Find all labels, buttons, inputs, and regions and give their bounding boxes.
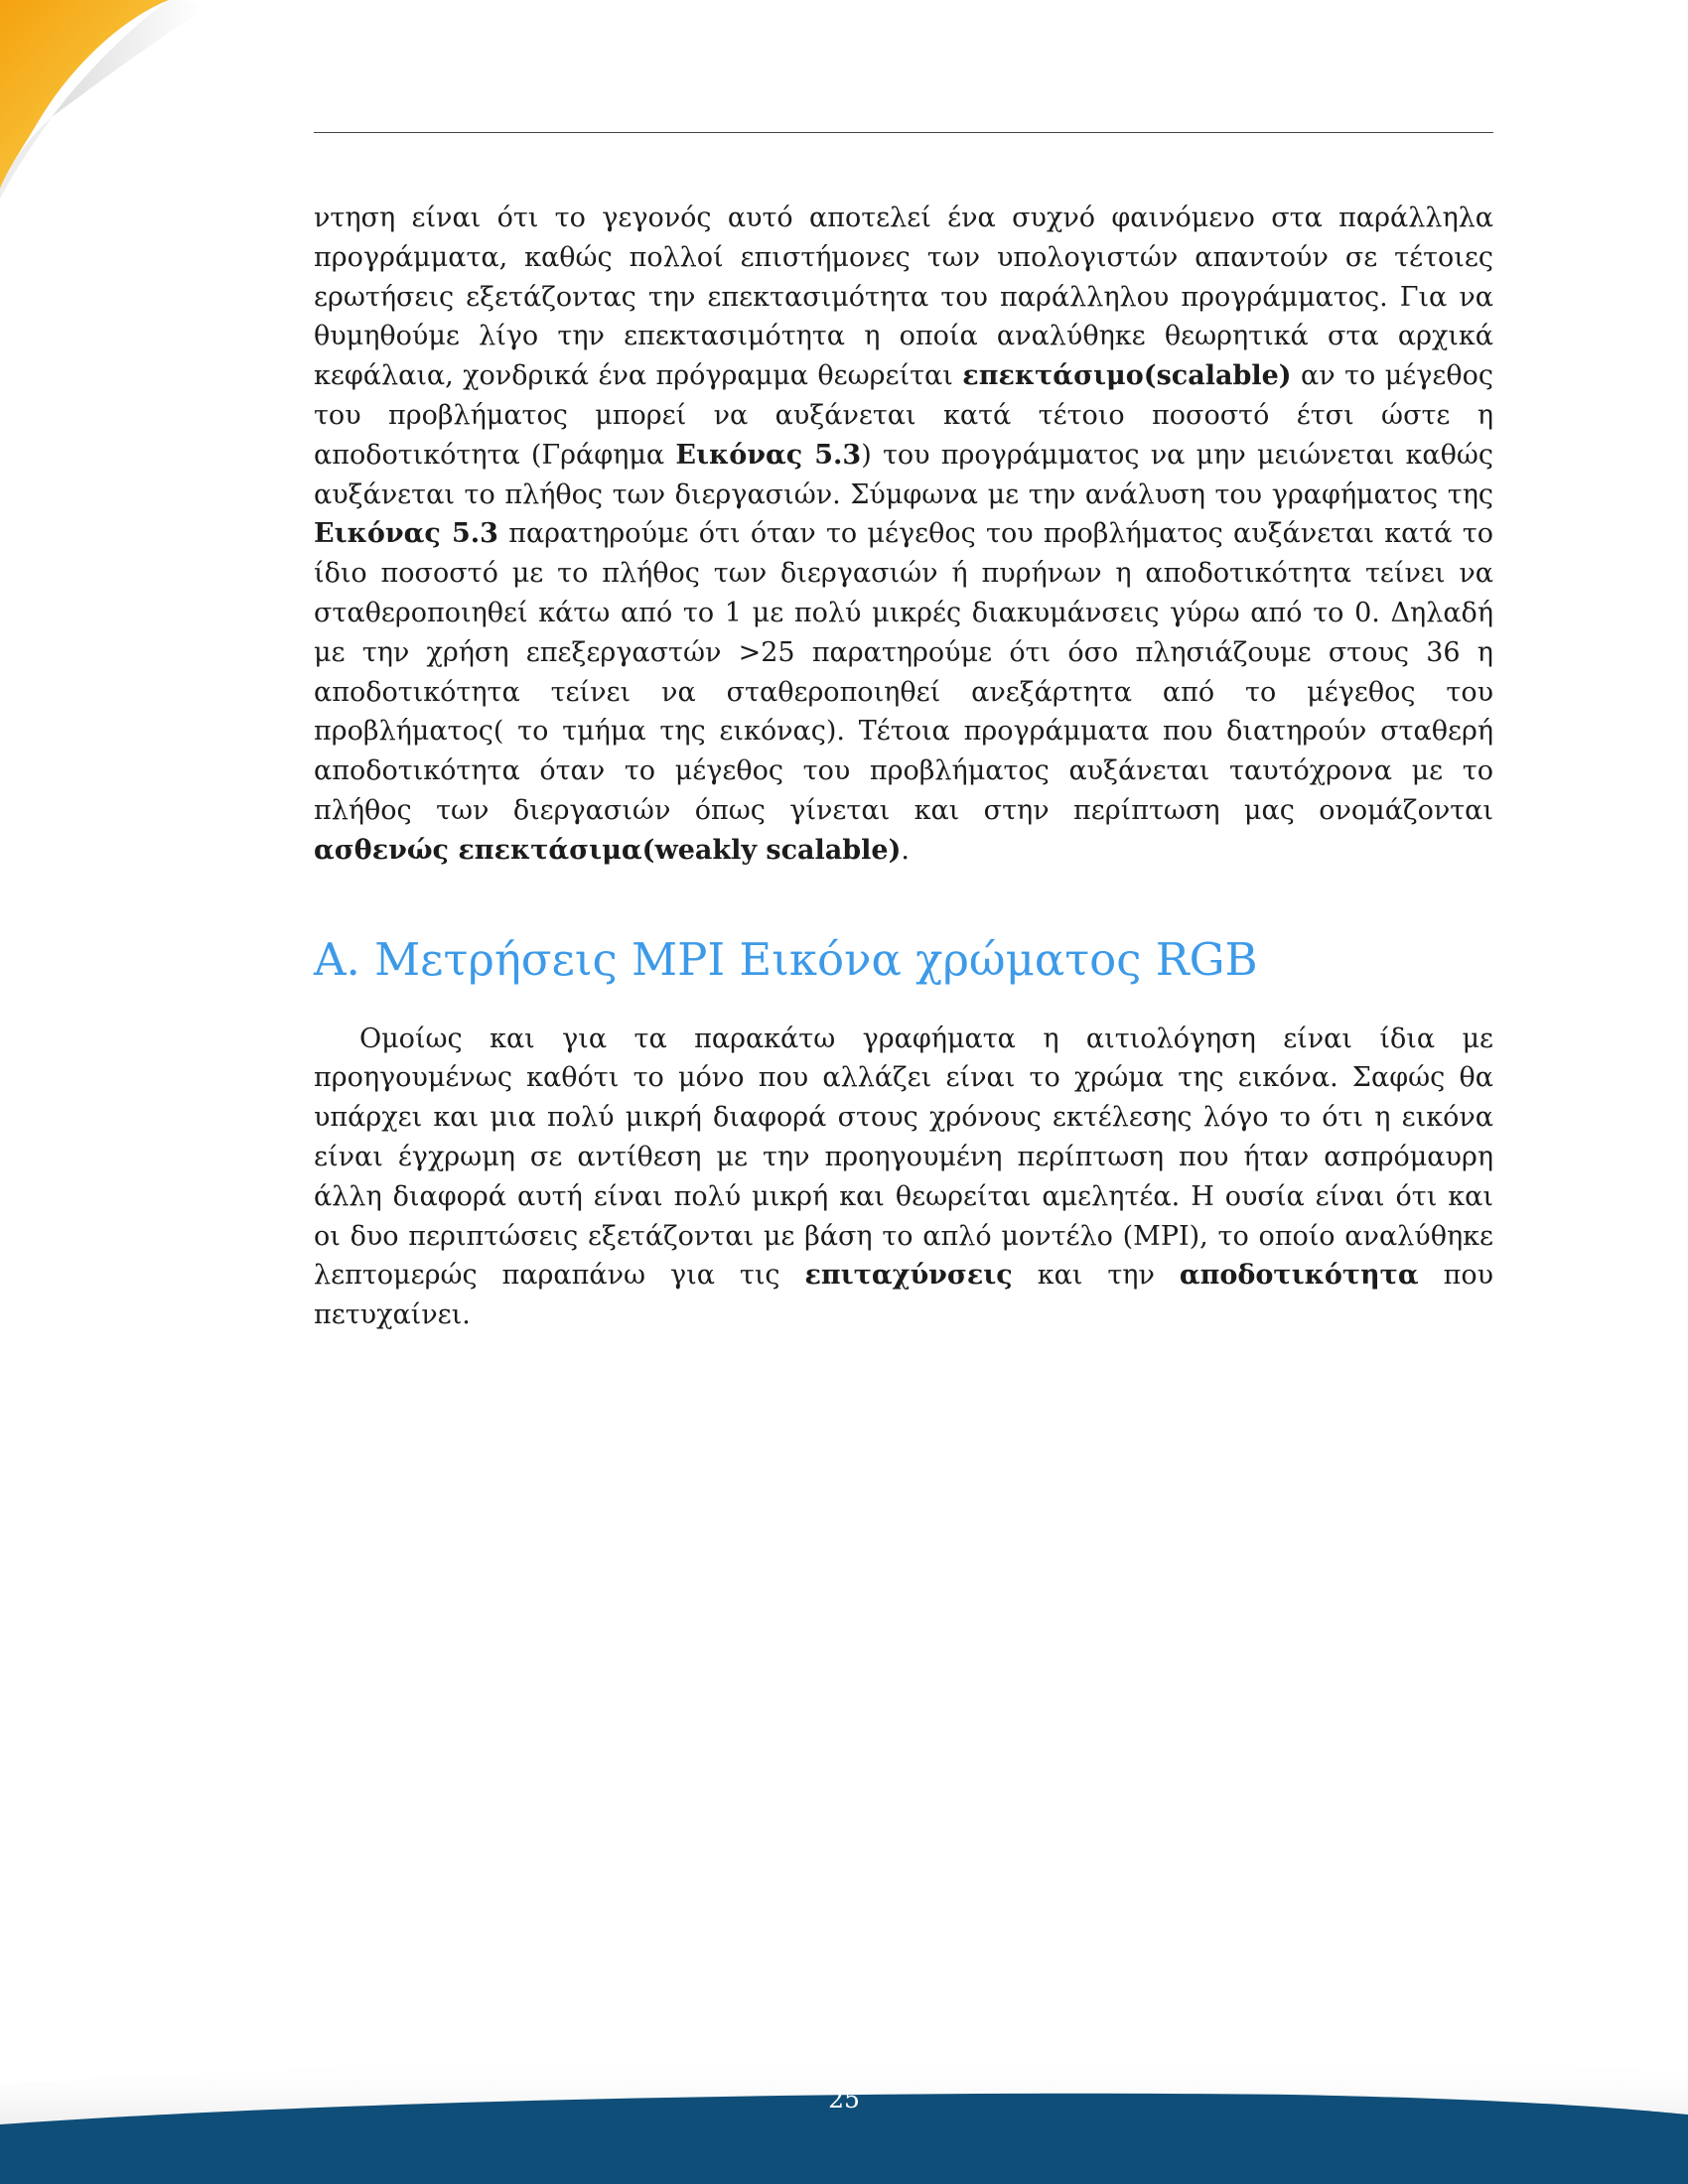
text-run: ντηση είναι ότι το γεγονός αυτό αποτελεί ένα συχνό φαινόμενο στα παράλληλα προγράμματα, καθώς πολλοί επιστήμονες των υπολογιστών απαντούν σε τέτοιες ερωτήσεις εξετάζοντας την επεκτασιμότητα του παράλληλου προγράμματος. Για να θυμηθούμε λίγο την επεκτασιμότητα η οποία αναλύθηκε θεωρητικά στα αρχικά κεφάλαια, χονδρικά ένα πρόγραμμα θεωρείται (314, 203, 1493, 392)
figure-reference: Εικόνας 5.3 (314, 518, 498, 550)
text-run: παρατηρούμε ότι όταν το μέγεθος του προβλήματος αυξάνεται κατά το ίδιο ποσοστό με το πλήθος των διεργασιών ή πυρήνων η αποδοτικότητα τείνει να σταθεροποιηθεί κάτω από το 1 με πολύ μικρές διακυμάνσεις γύρω από το 0. Δηλαδή με την χρήση επεξεργαστών >25 παρατηρούμε ότι όσο πλησιάζουμε στους 36 η αποδοτικότητα τείνει να σταθεροποιηθεί ανεξάρτητα από το μέγεθος του προβλήματος( το τμήμα της εικόνας). Τέτοια προγράμματα που διατηρούν σταθερή αποδοτικότητα όταν το μέγεθος του προβλήματος αυξάνεται ταυτόχρονα με το πλήθος των διεργασιών όπως γίνεται και στην περίπτωση μας ονομάζονται (314, 518, 1493, 826)
term-speedups: επιταχύνσεις (804, 1260, 1013, 1292)
page-content (314, 199, 1493, 1335)
section-heading: A. Μετρήσεις MPI Εικόνα χρώματος RGB (314, 932, 1258, 986)
text-run: Ομοίως και για τα παρακάτω γραφήματα η αιτιολόγηση είναι ίδια με προηγουμένως καθότι το μόνο που αλλάζει είναι το χρώμα της εικόνα. Σαφώς θα υπάρχει και μια πολύ μικρή διαφορά στους χρόνους εκτέλεσης λόγο το ότι η εικόνα είναι έγχρωμη σε αντίθεση με την προηγουμένη περίπτωση που ήταν ασπρόμαυρη άλλη διαφορά αυτή είναι πολύ μικρή και θεωρείται αμελητέα. Η ουσία είναι ότι και οι δυο περιπτώσεις εξετάζονται με βάση το απλό μοντέλο (MPI), το οποίο αναλύθηκε λεπτομερώς παραπάνω για τις (314, 1023, 1493, 1292)
term-efficiency: αποδοτικότητα (1179, 1260, 1419, 1292)
body-paragraph-2 (314, 1020, 1493, 1335)
text-run: και την (1012, 1260, 1180, 1292)
header-rule (314, 132, 1493, 133)
text-run: . (901, 834, 910, 866)
corner-ribbon-decoration (0, 0, 238, 238)
text-run: που πετυχαίνει. (314, 1260, 1494, 1331)
page-number: 25 (828, 2085, 860, 2114)
text-run: αν το μέγεθος του προβλήματος μπορεί να αυξάνεται κατά τέτοιο ποσοστό έτσι ώστε η αποδοτικότητα (Γράφημα (314, 360, 1493, 471)
figure-reference: Εικόνας 5.3 (675, 439, 862, 471)
term-scalable: επεκτάσιμο(scalable) (962, 360, 1292, 392)
text-run: ) του προγράμματος να μην μειώνεται καθώς αυξάνεται το πλήθος των διεργασιών. Σύμφωνα με την ανάλυση του γραφήματος της (314, 439, 1493, 510)
term-weakly-scalable: ασθενώς επεκτάσιμα(weakly scalable) (314, 834, 902, 866)
body-paragraph-1 (314, 199, 1493, 871)
